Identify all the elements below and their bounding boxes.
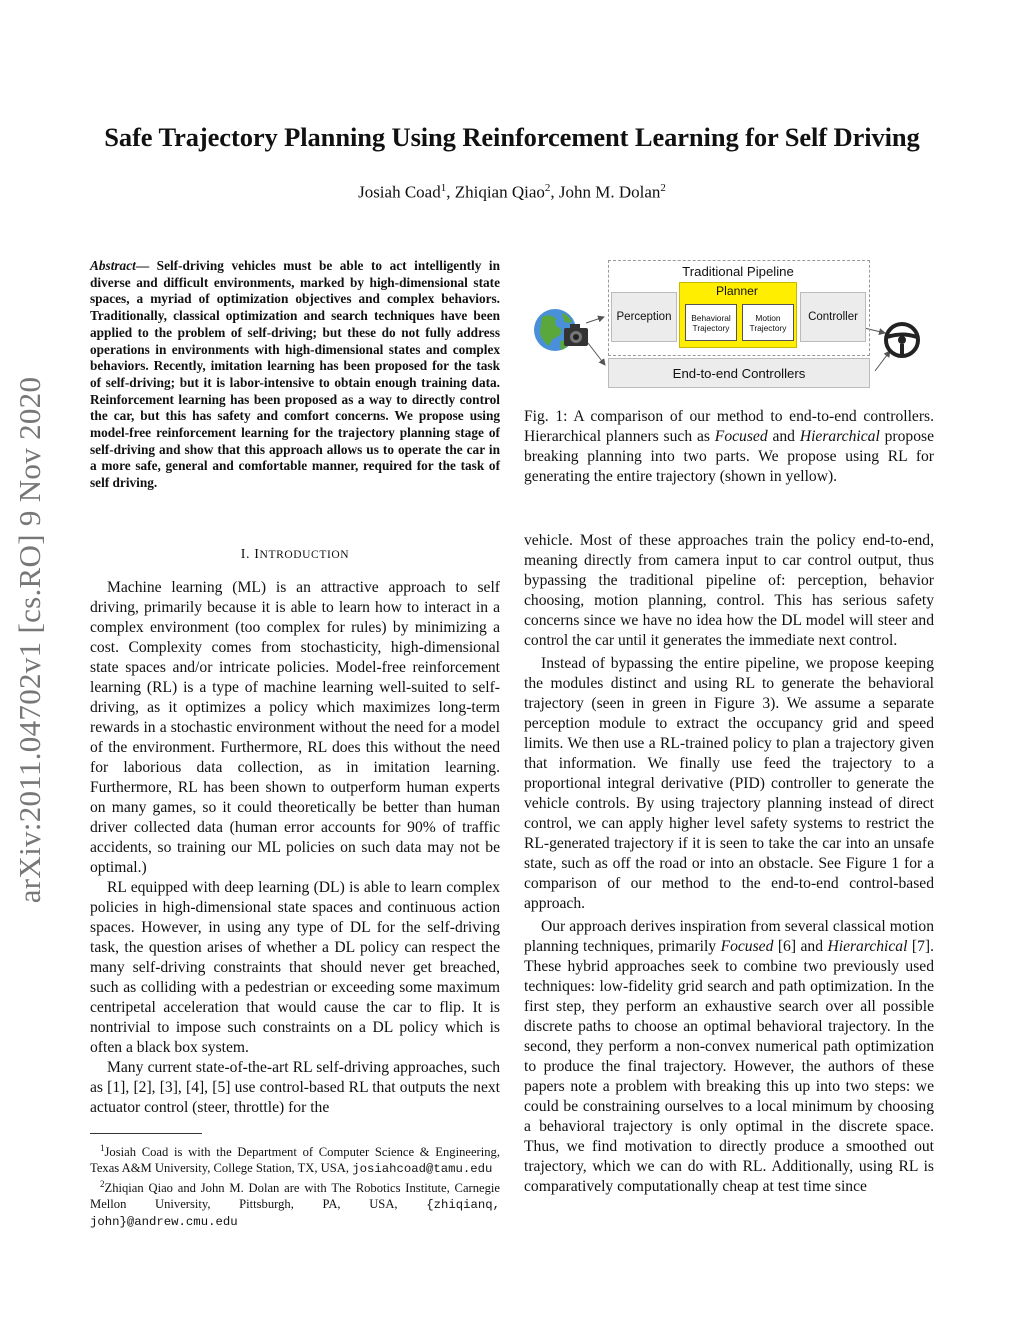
paragraph: Many current state-of-the-art RL self-driving approaches, such as [1], [2], [3], [4], [5] use control-based RL that outputs the next actuator control (steer, throttle) for the bbox=[90, 1059, 500, 1116]
section-number: I. bbox=[240, 547, 251, 562]
right-column-body bbox=[524, 531, 934, 1197]
author-name: John M. Dolan bbox=[558, 182, 661, 202]
steering-wheel-icon bbox=[886, 324, 918, 356]
footnotes bbox=[90, 1141, 500, 1230]
controller-block: Controller bbox=[800, 292, 866, 342]
author-affiliation-mark: 1 bbox=[440, 182, 447, 194]
caption-text: and bbox=[767, 428, 800, 445]
author-name: Zhiqian Qiao bbox=[454, 182, 545, 202]
paragraph-text: [6] and bbox=[773, 938, 828, 955]
caption-term: Hierarchical bbox=[799, 428, 880, 445]
section-title-initial: I bbox=[254, 547, 260, 562]
abstract-text: Self-driving vehicles must be able to act intelligently in diverse and difficult environments, marked by high-dimensional state spaces, a myriad of optimization objectives and complex behaviors. Traditionally, classical optimization and search techniques have been applied to the problem of self-driving; but these do not fully address operations in environments with high-dimensional states and complex behaviors. Recently, imitation learning has been proposed for the task of self-driving; but it is labor-intensive to obtain enough training data. Reinforcement learning has been proposed as a way to directly control the car, but this has safety and comfort concerns. We propose using model-free reinforcement learning for the trajectory planning stage of self-driving and show that this approach allows us to operate the car in a more safe, general and comfortable manner, required for the task of self driving. bbox=[90, 258, 500, 491]
footnote-2: $^2$Zhiqian Qiao and John M. Dolan are with The Robotics Institute, Carnegie Mellon University, Pittsburgh, PA, USA, {zhiqianq, john}@andrew.cmu.edu bbox=[90, 1179, 500, 1229]
caption-term: Focused bbox=[714, 428, 768, 445]
caption-text: propose breaking planning into two parts. We propose using RL for generating the entire trajectory (shown in yellow). bbox=[524, 428, 935, 485]
footnote-text: Zhiqian Qiao and John M. Dolan are with The Robotics Institute, Carnegie Mellon University, Pittsburgh, PA, USA, bbox=[90, 1181, 500, 1212]
paragraph: RL equipped with deep learning (DL) is able to learn complex policies in high-dimensional state spaces and continuous action spaces. However, in using any type of DL for the self-driving task, the question arises of whether a DL policy can respect the many self-driving constraints that should never get breached, such as colliding with a pedestrian or exceeding some maximum centripetal acceleration that would cause the car to flip. It is nontrivial to impose such constraints on a DL policy which is often a black box system. bbox=[90, 879, 500, 1056]
footnote-text: Josiah Coad is with the Department of Computer Science & Engineering, Texas A&M University, College Station, TX, USA, bbox=[90, 1145, 500, 1175]
section-title-rest: NTRODUCTION bbox=[259, 549, 350, 561]
paper-title: Safe Trajectory Planning Using Reinforcement Learning for Self Driving bbox=[104, 122, 920, 152]
author-list: Josiah Coad$^1$, Zhiqian Qiao$^2$, John M. Dolan$^2$ bbox=[358, 182, 666, 202]
perception-block: Perception bbox=[611, 292, 677, 342]
end-to-end-controllers-block: End-to-end Controllers bbox=[608, 358, 870, 388]
term-focused: Focused bbox=[720, 938, 774, 955]
paragraph-text: [7]. These hybrid approaches seek to combine two previously used techniques: low-fidelity grid search and path optimization. In the first step, they perform an exhaustive search over all possible discrete paths to choose an optimal behavioral trajectory. In the second, they perform a non-convex numerical path optimization to produce the final trajectory. However, the authors of these papers note a problem with breaking this up into two steps: we could be constraining ourselves to a local minimum by choosing a behavioral trajectory is only optimal in the discrete space. Thus, we find motivation to directly produce a smoothed out trajectory, which we can do with RL. Additionally, using RL is comparatively computationally cheap at test time since bbox=[524, 938, 934, 1195]
paragraph: Instead of bypassing the entire pipeline, we propose keeping the modules distinct and using RL to generate the behavioral trajectory (seen in green in Figure 3). We assume a separate perception module to extract the occupancy grid and speed limits. We then use a RL-trained policy to plan a trajectory given that information. We finally use feed the trajectory to a proportional integral derivative (PID) controller to generate the vehicle controls. By using trajectory planning instead of direct control, we can apply higher level safety systems to restrict the RL-generated trajectory if it is seen to take the car into an unsafe state, such as off the road or into an obstacle. See Figure 1 for a comparison of our method to the end-to-end control-based approach. bbox=[524, 655, 934, 912]
abstract: Abstract— Self-driving vehicles must be able to act intelligently in diverse and difficult environments, marked by high-dimensional state spaces, a myriad of optimization objectives and complex behaviors. Traditionally, classical optimization and search techniques have been applied to the problem of self-driving; but these do not fully address operations in environments with high-dimensional states and complex behaviors. Recently, imitation learning has been proposed for the task of self-driving; but it is labor-intensive to obtain enough training data. Reinforcement learning has been proposed as a way to directly control the car, but this has safety and comfort concerns. We propose using model-free reinforcement learning for the trajectory planning stage of self-driving and show that this approach allows us to operate the car in a more safe, general and comfortable manner, required for the task of self driving. bbox=[90, 258, 500, 491]
planner-label: Planner bbox=[715, 284, 758, 298]
paragraph-text: Our approach derives inspiration from several classical motion planning techniques, primarily bbox=[524, 918, 934, 955]
arxiv-id: arXiv:2011.04702v1 [cs.RO] 9 Nov 2020 bbox=[12, 376, 47, 904]
paragraph: Machine learning (ML) is an attractive approach to self driving, primarily because it is able to learn how to interact in a complex environment (too complex for rules) by minimizing a cost. Complexity comes from stochasticity, high-dimensional state spaces and/or intricate policies. Model-free reinforcement learning (RL) is a type of machine learning well-suited to self-driving, as it optimizes a policy which maximizes long-term rewards in a stochastic environment without the need for a model of the environment. Furthermore, RL does this without the need for laborious data collection, as in imitation learning. Furthermore, RL has been shown to outperform human experts on many games, so it could theoretically be better than human driver collected data (human error accounts for 90% of traffic accidents, so training our ML policies on such data may not be optimal.) bbox=[90, 579, 500, 876]
footnote-rule bbox=[90, 1133, 202, 1134]
author-affiliation-mark: 2 bbox=[660, 182, 666, 194]
footnote-1: $^1$Josiah Coad is with the Department of Computer Science & Engineering, Texas A&M University, College Station, TX, USA, josiahcoad@tamu.edu bbox=[90, 1143, 500, 1176]
traditional-pipeline-label: Traditional Pipeline bbox=[682, 264, 794, 279]
caption-text: Fig. 1: A comparison of our method to end-to-end controllers. Hierarchical planners such as bbox=[524, 408, 934, 445]
footnote-email[interactable]: josiahcoad@tamu.edu bbox=[352, 1161, 493, 1176]
paragraph bbox=[524, 917, 934, 1197]
paragraph: vehicle. Most of these approaches train the policy end-to-end, meaning directly from camera input to car control output, thus bypassing the traditional pipeline of: perception, behavior choosing, motion planning, control. This has serious safety concerns since we have no idea how the DL model will steer and control the car until it generates the immediate next control. bbox=[524, 532, 934, 649]
term-hierarchical: Hierarchical bbox=[827, 938, 908, 955]
abstract-label: Abstract bbox=[90, 258, 136, 273]
motion-trajectory-block: Motion Trajectory bbox=[742, 304, 794, 341]
figure-1-caption bbox=[524, 407, 934, 487]
left-column-body bbox=[90, 578, 500, 1118]
arxiv-stamp bbox=[8, 345, 52, 935]
author-affiliation-mark: 2 bbox=[544, 182, 551, 194]
behavioral-trajectory-block: Behavioral Trajectory bbox=[685, 304, 737, 341]
section-heading bbox=[90, 547, 500, 563]
author-name: Josiah Coad bbox=[358, 182, 441, 202]
footnote-email[interactable]: {zhiqianq, john}@andrew.cmu.edu bbox=[90, 1198, 500, 1229]
